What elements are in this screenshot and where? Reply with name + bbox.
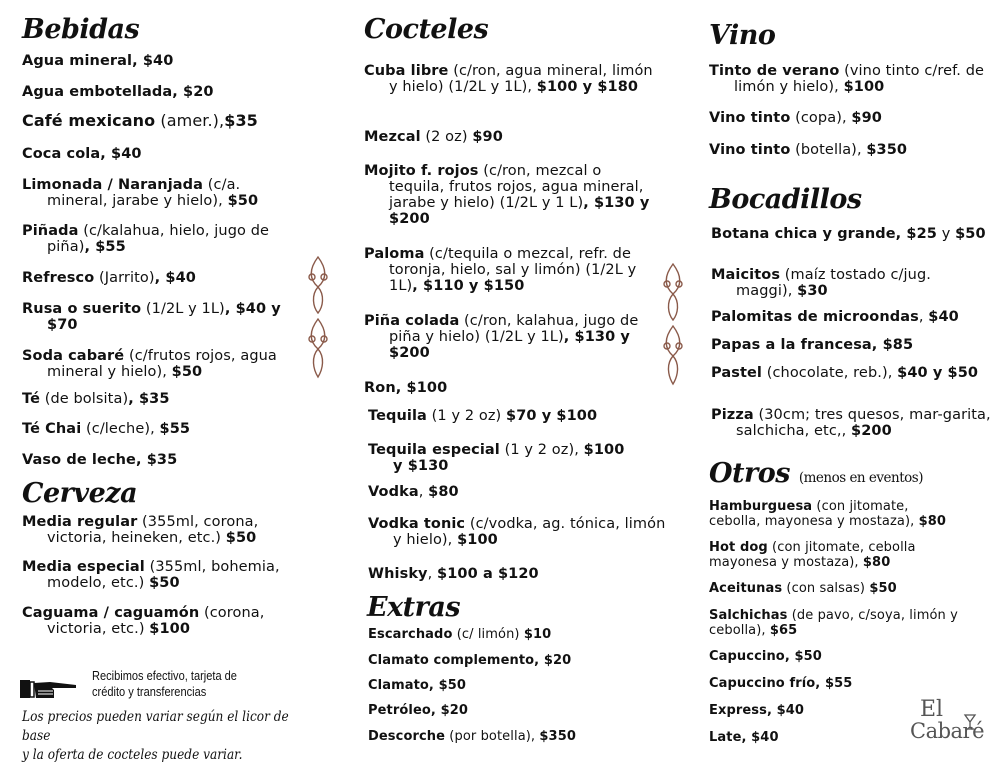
menu-item: Paloma (c/tequila o mezcal, refr. de toronja, hielo, sal y limón) (1/2L y 1L), $110 y $150: [364, 246, 637, 294]
menu-item: Vaso de leche, $35: [22, 452, 178, 468]
menu-item: Capuccino frío, $55: [709, 676, 853, 691]
menu-item: Piña colada (c/ron, kalahua, jugo de piña y hielo) (1/2L y 1L), $130 y $200: [364, 313, 639, 361]
menu-item: Refresco (Jarrito), $40: [22, 270, 196, 286]
logo-line: El: [920, 697, 944, 722]
menu-item: Tequila (1 y 2 oz) $70 y $100: [368, 408, 598, 424]
menu-item: Pastel (chocolate, reb.), $40 y $50: [711, 365, 979, 381]
menu-item: Clamato, $50: [368, 678, 467, 693]
menu-item: Pizza (30cm; tres quesos, mar-garita, salchicha, etc,, $200: [711, 407, 991, 439]
menu-item: Mezcal (2 oz) $90: [364, 129, 503, 145]
menu-item: Petróleo, $20: [368, 703, 469, 718]
menu-item: Aceitunas (con salsas) $50: [709, 581, 897, 596]
menu-item: Descorche (por botella), $350: [368, 729, 576, 744]
menu-item: Vodka tonic (c/vodka, ag. tónica, limón y hielo), $100: [368, 516, 666, 548]
menu-item: Café mexicano (amer.),$35: [22, 111, 258, 130]
menu-item: Capuccino, $50: [709, 649, 822, 664]
section-title-extras: Extras: [367, 592, 461, 623]
menu-item: Cuba libre (c/ron, agua mineral, limón y hielo) (1/2L y 1L), $100 y $180: [364, 63, 653, 95]
menu-item: Palomitas de microondas, $40: [711, 309, 959, 325]
menu-item: Whisky, $100 a $120: [368, 566, 539, 582]
menu-item: Caguama / caguamón (corona, victoria, etc.) $100: [22, 605, 265, 637]
wine-glass-icon: [962, 713, 978, 731]
section-title-cocteles: Cocteles: [364, 14, 489, 45]
menu-item: Media regular (355ml, corona, victoria, heineken, etc.) $50: [22, 514, 259, 546]
pointing-hand-icon: [20, 676, 78, 702]
ornament-divider-icon: [305, 255, 331, 385]
disclaimer-line: y la oferta de cocteles puede variar.: [22, 747, 243, 763]
menu-item: Clamato complemento, $20: [368, 653, 572, 668]
menu-item: Papas a la francesa, $85: [711, 337, 914, 353]
payment-line: crédito y transferencias: [92, 684, 207, 699]
price-disclaimer: [22, 708, 319, 765]
menu-item: Té Chai (c/leche), $55: [22, 421, 191, 437]
menu-item: Salchichas (de pavo, c/soya, limón y cebolla), $65: [709, 608, 958, 638]
menu-item: Vodka, $80: [368, 484, 459, 500]
section-title-bocadillos: Bocadillos: [709, 184, 862, 215]
menu-item: Limonada / Naranjada (c/a. mineral, jarabe y hielo), $50: [22, 177, 259, 209]
menu-item: Piñada (c/kalahua, hielo, jugo de piña), $55: [22, 223, 270, 255]
disclaimer-line: Los precios pueden variar según el licor de base: [22, 709, 289, 744]
menu-item: Tequila especial (1 y 2 oz), $100 y $130: [368, 442, 625, 474]
menu-item: Botana chica y grande, $25 y $50: [711, 226, 986, 242]
menu-item: Hamburguesa (con jitomate, cebolla, mayonesa y mostaza), $80: [709, 499, 947, 529]
section-title-cerveza: Cerveza: [22, 478, 138, 509]
menu-item: Agua embotellada, $20: [22, 84, 214, 100]
menu-item: Rusa o suerito (1/2L y 1L), $40 y $70: [22, 301, 281, 333]
menu-item: Soda cabaré (c/frutos rojos, agua mineral y hielo), $50: [22, 348, 277, 380]
menu-item: Late, $40: [709, 730, 779, 745]
menu-item: Mojito f. rojos (c/ron, mezcal o tequila, frutos rojos, agua mineral, jarabe y hielo) (1/2L y 1 L), $130 y $200: [364, 163, 650, 227]
menu-item: Coca cola, $40: [22, 146, 142, 162]
menu-item: Vino tinto (botella), $350: [709, 142, 908, 158]
otros-title: Otros: [709, 458, 790, 489]
menu-item: Tinto de verano (vino tinto c/ref. de limón y hielo), $100: [709, 63, 985, 95]
menu-item: Maicitos (maíz tostado c/jug. maggi), $30: [711, 267, 931, 299]
menu-item: Vino tinto (copa), $90: [709, 110, 882, 126]
otros-subtitle: (menos en eventos): [798, 470, 923, 486]
section-title-otros: [709, 458, 923, 489]
el-cabare-logo: [910, 697, 985, 747]
menu-item: Express, $40: [709, 703, 805, 718]
menu-item: Té (de bolsita), $35: [22, 391, 170, 407]
menu-item: Hot dog (con jitomate, cebolla mayonesa y mostaza), $80: [709, 540, 916, 570]
logo-line: Cabaré: [910, 719, 985, 743]
section-title-bebidas: Bebidas: [22, 14, 140, 45]
menu-item: Escarchado (c/ limón) $10: [368, 627, 552, 642]
menu-item: Ron, $100: [364, 380, 448, 396]
section-title-vino: Vino: [709, 20, 776, 51]
payment-methods-note: [92, 668, 262, 700]
menu-item: Media especial (355ml, bohemia, modelo, etc.) $50: [22, 559, 280, 591]
menu-item: Agua mineral, $40: [22, 53, 174, 69]
payment-line: Recibimos efectivo, tarjeta de: [92, 668, 237, 683]
